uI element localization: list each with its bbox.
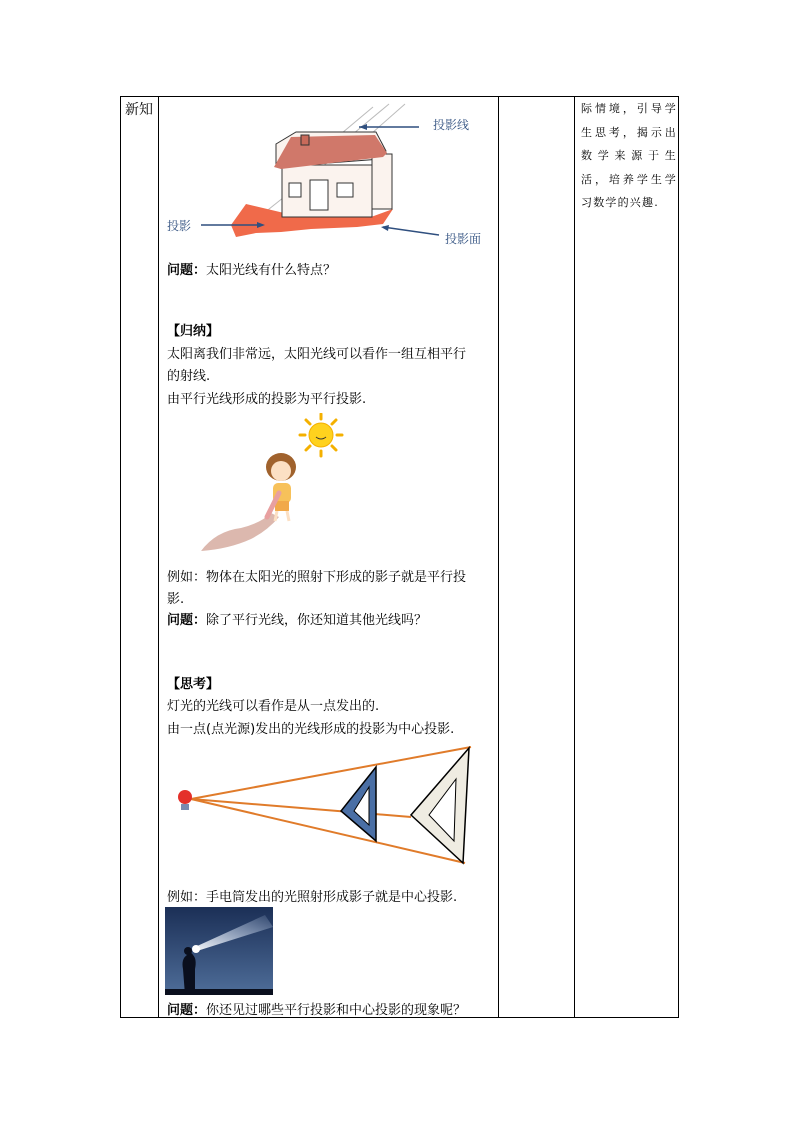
section-label: 新知 — [125, 102, 153, 118]
projection-plane-label: 投影面 — [445, 232, 482, 246]
light-ray — [191, 799, 411, 817]
projection-line-label: 投影线 — [433, 118, 470, 132]
central-projection-illustration — [171, 743, 481, 871]
question-3: 问题：你还见过哪些平行投影和中心投影的现象呢？ — [167, 1003, 467, 1018]
column-divider — [574, 97, 575, 1017]
think-line-1: 灯光的光线可以看作是从一点发出的. — [167, 699, 380, 714]
design-intent-text: 际情境，引导学生思考，揭示出数学来源于生活，培养学生学习数学的兴趣. — [581, 102, 677, 209]
house-projection-illustration — [161, 99, 497, 251]
light-ray — [191, 747, 471, 799]
summary-line-3: 由平行光线形成的投影为平行投影. — [167, 392, 367, 407]
summary-heading: 【归纳】 — [167, 324, 220, 339]
column-divider — [498, 97, 499, 1017]
think-line-2: 由一点(点光源)发出的光线形成的投影为中心投影. — [167, 722, 455, 737]
think-heading: 【思考】 — [167, 677, 220, 692]
question-2: 问题：除了平行光线，你还知道其他光线吗？ — [167, 613, 428, 628]
summary-line-2: 的射线. — [167, 369, 211, 384]
column-divider — [158, 97, 159, 1017]
question-1: 问题：太阳光线有什么特点？ — [167, 263, 337, 278]
projection-label: 投影 — [167, 219, 192, 233]
lesson-table — [120, 96, 679, 1018]
flashlight-photo — [165, 907, 273, 995]
example-2: 例如：手电筒发出的光照射形成影子就是中心投影. — [167, 890, 458, 905]
example-1-line-1: 例如：物体在太阳光的照射下形成的影子就是平行投 — [167, 570, 467, 585]
girl-sun-illustration — [201, 413, 351, 555]
example-1-line-2: 影. — [167, 592, 185, 607]
light-bulb — [178, 790, 192, 804]
summary-line-1: 太阳离我们非常远，太阳光线可以看作一组互相平行 — [167, 347, 467, 362]
